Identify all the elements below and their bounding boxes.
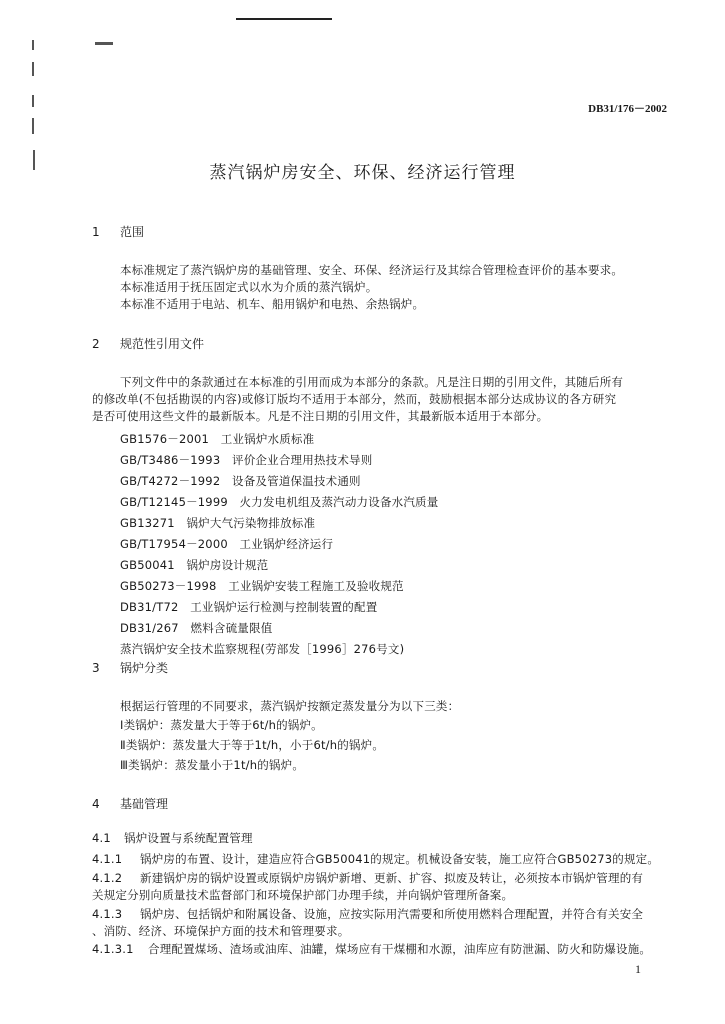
section-heading	[92, 223, 144, 240]
subsection-title: 锅炉设置与系统配置管理	[124, 831, 253, 845]
reference-item: GB1576－2001 工业锅炉水质标准	[120, 432, 315, 446]
paragraph: 下列文件中的条款通过在本标准的引用而成为本部分的条款。凡是注日期的引用文件，其随后所有	[120, 375, 624, 389]
subsection-heading	[92, 830, 253, 846]
scan-mark-top	[236, 18, 332, 20]
paragraph: 的修改单(不包括勘误的内容)或修订版均不适用于本部分，然而，鼓励根据本部分达成协议的各方研究	[92, 392, 617, 406]
paragraph: 是否可使用这些文件的最新版本。凡是不注日期的引用文件，其最新版本适用于本部分。	[92, 409, 549, 423]
section-title: 锅炉分类	[120, 661, 169, 675]
clause-item	[92, 906, 643, 922]
scan-speck	[32, 62, 34, 76]
section-heading	[92, 795, 168, 812]
paragraph: 根据运行管理的不同要求，蒸汽锅炉按额定蒸发量分为以下三类：	[120, 699, 460, 713]
clause-number: 4.1.3	[92, 907, 123, 921]
clause-item	[92, 870, 643, 886]
reference-item: GB/T4272－1992 设备及管道保温技术通则	[120, 474, 361, 488]
document-code: DB31/176－2002	[588, 103, 667, 115]
paragraph: Ⅱ类锅炉：蒸发量大于等于1t/h，小于6t/h的锅炉。	[120, 738, 385, 752]
clause-item	[92, 941, 651, 957]
section-number: 2	[92, 337, 100, 351]
clause-text: 锅炉房的布置、设计，建造应符合GB50041的规定。机械设备安装，施工应符合GB50273的规定。	[140, 852, 660, 866]
section-title: 基础管理	[120, 797, 169, 811]
clause-number: 4.1.1	[92, 852, 123, 866]
paragraph: 本标准不适用于电站、机车、船用锅炉和电热、余热锅炉。	[120, 297, 425, 311]
clause-continuation: 、消防、经济、环境保护方面的技术和管理要求。	[92, 924, 350, 938]
reference-item: DB31/T72 工业锅炉运行检测与控制装置的配置	[120, 600, 378, 614]
section-number: 4	[92, 797, 100, 811]
reference-item: GB/T3486－1993 评价企业合理用热技术导则	[120, 453, 373, 467]
paragraph: 本标准规定了蒸汽锅炉房的基础管理、安全、环保、经济运行及其综合管理检查评价的基本要求。	[120, 263, 624, 277]
scan-speck	[32, 40, 34, 50]
reference-item: GB50273－1998 工业锅炉安装工程施工及验收规范	[120, 579, 404, 593]
clause-number: 4.1.3.1	[92, 942, 134, 956]
paragraph: Ⅲ类锅炉：蒸发量小于1t/h的锅炉。	[120, 758, 305, 772]
section-title: 规范性引用文件	[120, 337, 205, 351]
clause-text: 新建锅炉房的锅炉设置或原锅炉房锅炉新增、更新、扩容、拟废及转让，必须按本市锅炉管理的有	[140, 871, 644, 885]
scan-speck	[32, 118, 34, 134]
reference-item: GB/T12145－1999 火力发电机组及蒸汽动力设备水汽质量	[120, 495, 439, 509]
section-number: 3	[92, 661, 100, 675]
clause-item	[92, 851, 659, 867]
reference-item: GB13271 锅炉大气污染物排放标准	[120, 516, 316, 530]
scan-speck	[32, 95, 34, 107]
clause-continuation: 关规定分别向质量技术监督部门和环境保护部门办理手续，并向锅炉管理所备案。	[92, 888, 514, 902]
section-number: 1	[92, 225, 100, 239]
reference-item: DB31/267 燃料含硫量限值	[120, 621, 273, 635]
reference-item: GB/T17954－2000 工业锅炉经济运行	[120, 537, 334, 551]
clause-text: 合理配置煤场、渣场或油库、油罐，煤场应有干煤棚和水源，油库应有防泄漏、防火和防爆设施。	[148, 942, 652, 956]
section-title: 范围	[120, 225, 145, 239]
paragraph: Ⅰ类锅炉：蒸发量大于等于6t/h的锅炉。	[120, 718, 323, 732]
reference-item: 蒸汽锅炉安全技术监察规程(劳部发［1996］276号文)	[120, 642, 405, 656]
section-heading	[92, 659, 168, 676]
page-number: 1	[635, 962, 641, 976]
clause-text: 锅炉房、包括锅炉和附属设备、设施，应按实际用汽需要和所使用燃料合理配置，并符合有关安全	[140, 907, 644, 921]
section-heading	[92, 335, 204, 352]
subsection-number: 4.1	[92, 831, 111, 845]
scan-speck	[95, 42, 113, 45]
document-title: 蒸汽锅炉房安全、环保、经济运行管理	[209, 163, 516, 183]
clause-number: 4.1.2	[92, 871, 123, 885]
paragraph: 本标准适用于抚压固定式以水为介质的蒸汽锅炉。	[120, 280, 378, 294]
reference-item: GB50041 锅炉房设计规范	[120, 558, 269, 572]
